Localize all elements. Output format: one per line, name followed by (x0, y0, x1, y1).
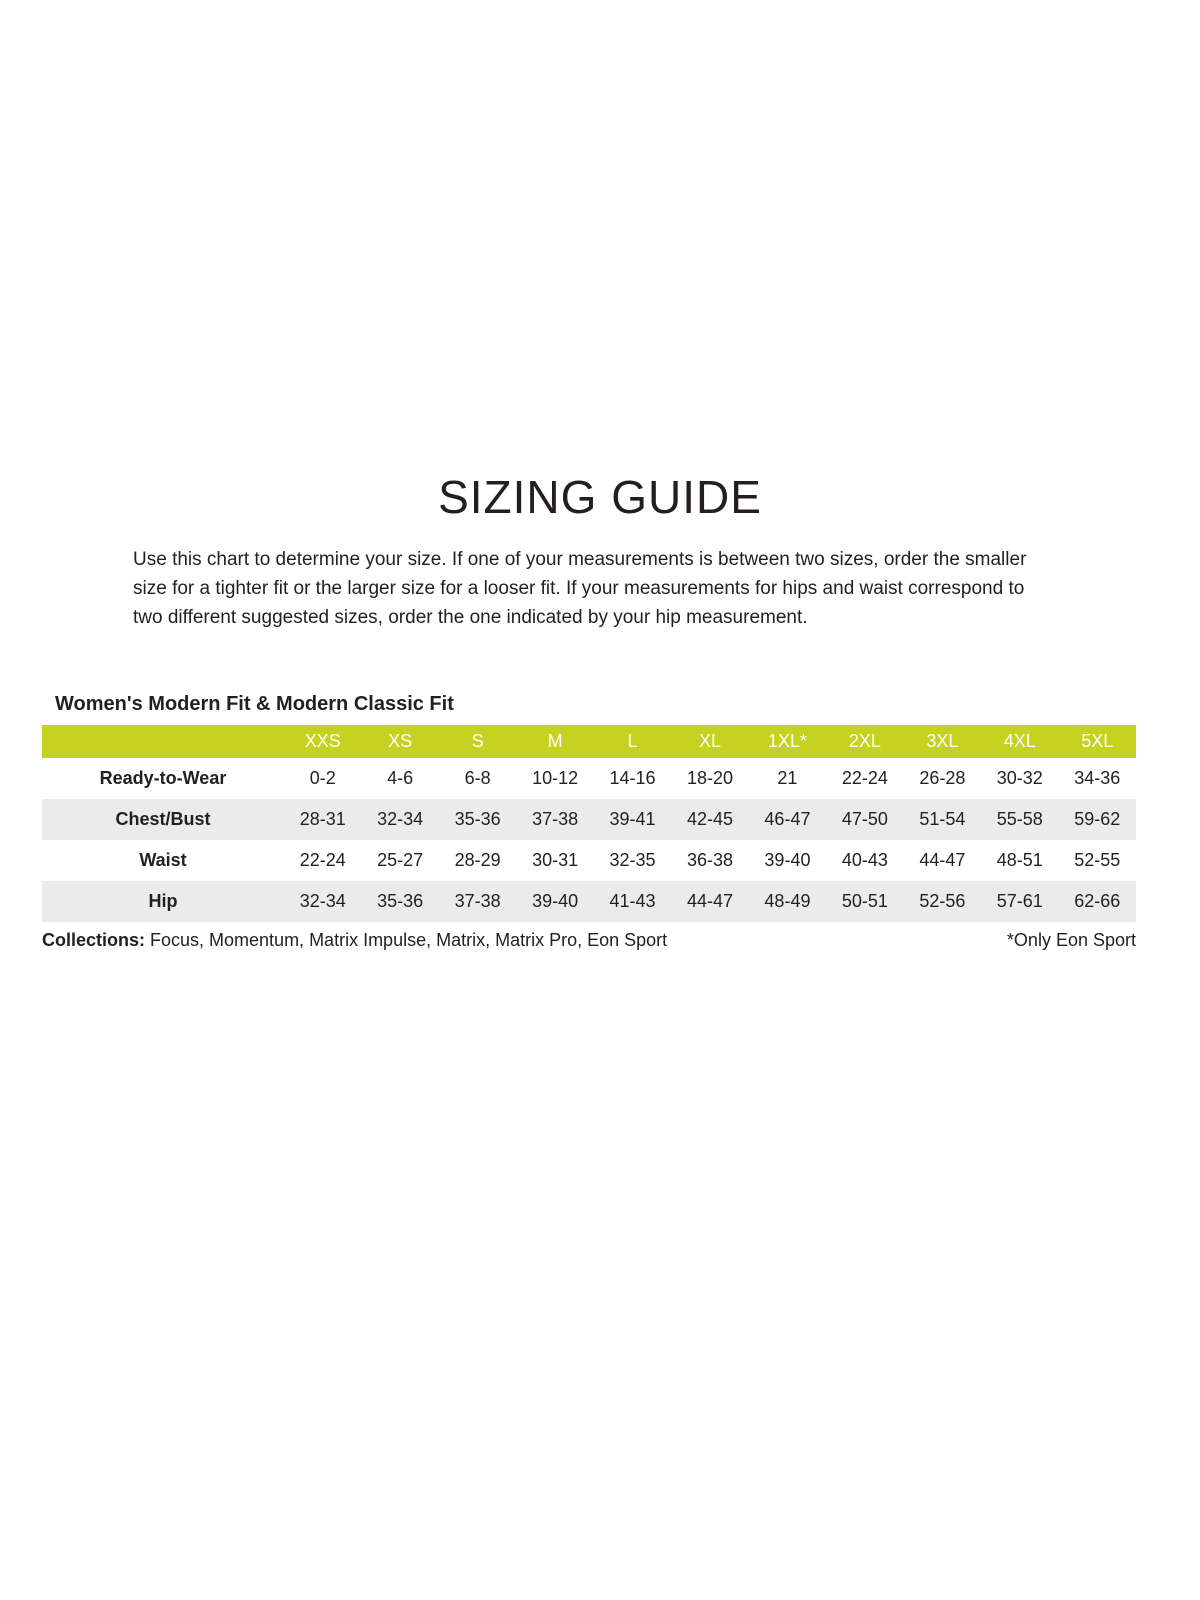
section-title: Women's Modern Fit & Modern Classic Fit (55, 693, 454, 715)
table-cell: 46-47 (749, 799, 826, 840)
table-cell: 52-55 (1074, 850, 1121, 870)
table-cell: 62-66 (1059, 881, 1136, 922)
table-cell: 44-47 (671, 881, 748, 922)
table-cell: 10-12 (532, 768, 579, 788)
collections-list: Focus, Momentum, Matrix Impulse, Matrix, Matrix Pro, Eon Sport (145, 930, 668, 950)
table-cell: 41-43 (594, 881, 671, 922)
table-cell: 28-29 (454, 850, 501, 870)
table-row (42, 758, 1136, 799)
table-cell: 18-20 (686, 768, 734, 788)
table-cell: 14-16 (609, 768, 656, 788)
size-column-header: 1XL* (767, 731, 807, 751)
size-column-header: L (627, 731, 638, 751)
table-cell: 37-38 (516, 799, 593, 840)
table-cell: 4-6 (387, 768, 414, 788)
table-cell: 32-34 (361, 799, 438, 840)
table-cell: 30-31 (532, 850, 579, 870)
table-cell: 32-35 (609, 850, 656, 870)
table-cell: 39-41 (594, 799, 671, 840)
size-column-header: M (547, 731, 563, 751)
table-row (42, 799, 1136, 840)
size-column-header: XXS (304, 731, 341, 751)
table-cell: 22-24 (299, 850, 346, 870)
table-cell: 0-2 (309, 768, 336, 788)
collections-label: Collections: (42, 930, 146, 950)
table-cell: 39-40 (516, 881, 593, 922)
table-cell: 36-38 (686, 850, 734, 870)
size-table-container (42, 725, 1136, 922)
size-column-header: XL (698, 731, 721, 751)
table-cell: 35-36 (361, 881, 438, 922)
table-cell: 32-34 (284, 881, 361, 922)
collections-line (42, 928, 667, 952)
table-cell: 37-38 (439, 881, 516, 922)
size-table (42, 725, 1136, 922)
table-row (42, 881, 1136, 922)
size-table-header (42, 725, 1136, 758)
table-cell: 22-24 (841, 768, 888, 788)
table-cell: 52-56 (904, 881, 981, 922)
table-row (42, 840, 1136, 881)
table-cell: 28-31 (284, 799, 361, 840)
table-cell: 48-49 (749, 881, 826, 922)
size-table-body (42, 758, 1136, 922)
size-column-header: 5XL (1081, 731, 1114, 751)
table-cell: 47-50 (826, 799, 903, 840)
table-cell: 26-28 (919, 768, 966, 788)
table-cell: 59-62 (1059, 799, 1136, 840)
table-cell: 50-51 (826, 881, 903, 922)
table-cell: 35-36 (439, 799, 516, 840)
footnote: *Only Eon Sport (1006, 930, 1136, 950)
size-column-header: 4XL (1003, 731, 1036, 751)
row-label: Ready-to-Wear (99, 768, 227, 788)
table-cell: 55-58 (981, 799, 1058, 840)
table-cell: 57-61 (981, 881, 1058, 922)
table-cell: 39-40 (764, 850, 811, 870)
table-footer (42, 928, 1136, 952)
table-cell: 51-54 (904, 799, 981, 840)
table-cell: 30-32 (996, 768, 1043, 788)
size-column-header: S (471, 731, 484, 751)
table-cell: 42-45 (671, 799, 748, 840)
size-column-header: XS (388, 731, 413, 751)
row-label: Waist (139, 850, 187, 870)
table-cell: 44-47 (919, 850, 966, 870)
table-cell: 40-43 (841, 850, 888, 870)
row-label: Hip (42, 881, 284, 922)
size-column-header: 2XL (848, 731, 881, 751)
intro-paragraph: Use this chart to determine your size. If one of your measurements is between two sizes, order the smaller size for a tighter fit or the larger size for a looser fit. If your measurements for hips and waist correspond to two different suggested sizes, order the one indicated by your hip measurement. (133, 549, 1027, 628)
table-cell: 48-51 (996, 850, 1043, 870)
size-column-header: 3XL (926, 731, 959, 751)
table-cell: 34-36 (1074, 768, 1121, 788)
row-label: Chest/Bust (42, 799, 284, 840)
table-cell: 25-27 (377, 850, 424, 870)
table-cell: 6-8 (464, 768, 491, 788)
header-corner-cell (42, 725, 284, 758)
table-cell: 21 (777, 768, 798, 788)
page-title: SIZING GUIDE (438, 471, 762, 523)
